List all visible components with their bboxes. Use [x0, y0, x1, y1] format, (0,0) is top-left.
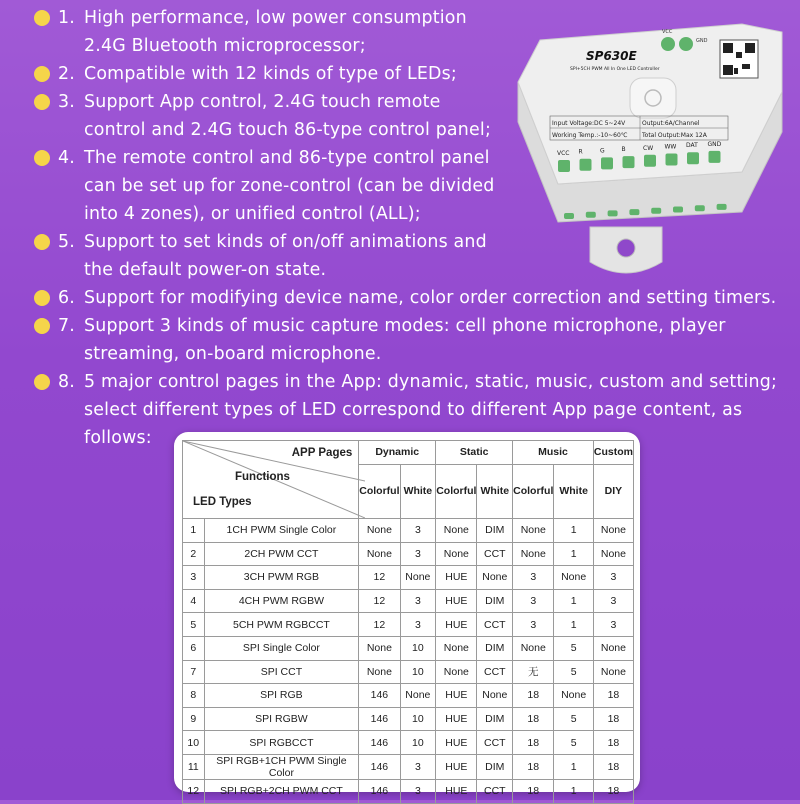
value-cell: 18: [513, 779, 554, 803]
pin-terminal: [580, 159, 592, 171]
feature-text: the default power-on state.: [84, 260, 327, 280]
value-cell: HUE: [436, 754, 477, 779]
row-number: 8: [183, 684, 205, 708]
table-corner-header: [183, 441, 359, 519]
bullet-dot-icon: [34, 234, 50, 250]
value-cell: None: [593, 542, 633, 566]
value-cell: None: [436, 519, 477, 543]
value-cell: None: [593, 660, 633, 684]
feature-number: 3.: [58, 92, 75, 112]
value-cell: 1: [554, 779, 593, 803]
qr-code: [720, 40, 758, 78]
value-cell: 18: [593, 684, 633, 708]
row-number: 11: [183, 754, 205, 779]
value-cell: CCT: [477, 660, 513, 684]
led-type-cell: SPI RGBCCT: [204, 731, 359, 755]
value-cell: None: [554, 566, 593, 590]
front-terminal: [629, 209, 639, 215]
value-cell: 18: [513, 754, 554, 779]
feature-text: select different types of LED correspond to different App page content, as: [84, 400, 743, 420]
pin-terminal: [558, 160, 570, 172]
value-cell: 3: [513, 613, 554, 637]
value-cell: CCT: [477, 731, 513, 755]
vcc-label: VCC: [662, 29, 673, 35]
value-cell: 1: [554, 613, 593, 637]
led-type-cell: 4CH PWM RGBW: [204, 589, 359, 613]
led-type-cell: SPI Single Color: [204, 636, 359, 660]
value-cell: 3: [513, 566, 554, 590]
feature-number: 7.: [58, 316, 75, 336]
pin-label: G: [600, 147, 605, 155]
led-type-table-card: [174, 432, 640, 798]
feature-item: [34, 88, 491, 144]
value-cell: 18: [513, 684, 554, 708]
row-number: 2: [183, 542, 205, 566]
value-cell: None: [593, 636, 633, 660]
value-cell: 3: [400, 519, 436, 543]
value-cell: 1: [554, 754, 593, 779]
group-header-music: Music: [513, 441, 594, 465]
row-number: 3: [183, 566, 205, 590]
model-name: SP630E: [586, 49, 637, 63]
value-cell: 3: [593, 613, 633, 637]
row-number: 4: [183, 589, 205, 613]
feature-item: [34, 228, 487, 284]
value-cell: 10: [400, 707, 436, 731]
value-cell: 18: [513, 731, 554, 755]
value-cell: 146: [359, 684, 400, 708]
value-cell: None: [400, 566, 436, 590]
value-cell: 5: [554, 707, 593, 731]
spec-output: Output:6A/Channel: [642, 120, 700, 127]
pin-label: GND: [707, 140, 722, 148]
front-terminal: [586, 212, 596, 218]
value-cell: DIM: [477, 589, 513, 613]
bullet-dot-icon: [34, 94, 50, 110]
value-cell: None: [554, 684, 593, 708]
feature-number: 1.: [58, 8, 75, 28]
pin-terminal: [687, 152, 699, 164]
group-header-custom: Custom: [593, 441, 633, 465]
feature-item: [34, 4, 467, 60]
table-row: [183, 636, 634, 660]
led-type-cell: SPI RGB: [204, 684, 359, 708]
feature-text: Support for modifying device name, color order correction and setting timers.: [84, 288, 777, 308]
bullet-dot-icon: [34, 318, 50, 334]
value-cell: 10: [400, 660, 436, 684]
value-cell: None: [359, 636, 400, 660]
value-cell: 1: [554, 589, 593, 613]
pin-terminal: [601, 157, 613, 169]
value-cell: 5: [554, 660, 593, 684]
spec-total: Total Output:Max 12A: [642, 132, 707, 139]
value-cell: HUE: [436, 566, 477, 590]
value-cell: 10: [400, 636, 436, 660]
feature-item: [34, 312, 726, 368]
table-row: [183, 731, 634, 755]
value-cell: 5: [554, 731, 593, 755]
value-cell: None: [477, 684, 513, 708]
value-cell: 12: [359, 589, 400, 613]
feature-text: High performance, low power consumption: [84, 8, 467, 28]
value-cell: 3: [400, 754, 436, 779]
value-cell: None: [593, 519, 633, 543]
feature-text: into 4 zones), or unified control (ALL);: [84, 204, 421, 224]
bullet-dot-icon: [34, 374, 50, 390]
value-cell: None: [436, 660, 477, 684]
value-cell: HUE: [436, 731, 477, 755]
feature-text: Compatible with 12 kinds of type of LEDs;: [84, 64, 457, 84]
value-cell: HUE: [436, 613, 477, 637]
front-terminal: [651, 208, 661, 214]
value-cell: 10: [400, 731, 436, 755]
pin-label: VCC: [557, 150, 570, 157]
value-cell: 146: [359, 754, 400, 779]
value-cell: 3: [400, 589, 436, 613]
table-row: [183, 707, 634, 731]
value-cell: DIM: [477, 636, 513, 660]
pin-label: DAT: [686, 142, 698, 150]
feature-text: 2.4G Bluetooth microprocessor;: [84, 36, 366, 56]
value-cell: HUE: [436, 779, 477, 803]
led-type-cell: 5CH PWM RGBCCT: [204, 613, 359, 637]
value-cell: None: [400, 684, 436, 708]
feature-number: 8.: [58, 372, 75, 392]
app-pages-label: APP Pages: [291, 447, 353, 459]
feature-text: control and 2.4G touch 86-type control panel;: [84, 120, 492, 140]
value-cell: 3: [400, 779, 436, 803]
col-header: Colorful: [513, 464, 554, 518]
pin-label: WW: [664, 143, 677, 151]
table-row: [183, 589, 634, 613]
value-cell: CCT: [477, 613, 513, 637]
value-cell: CCT: [477, 779, 513, 803]
feature-number: 6.: [58, 288, 75, 308]
value-cell: 12: [359, 566, 400, 590]
value-cell: 146: [359, 779, 400, 803]
value-cell: HUE: [436, 707, 477, 731]
col-header: Colorful: [436, 464, 477, 518]
led-type-cell: SPI RGB+2CH PWM CCT: [204, 779, 359, 803]
value-cell: 18: [593, 754, 633, 779]
value-cell: None: [436, 542, 477, 566]
front-terminal: [695, 205, 705, 211]
value-cell: 18: [593, 707, 633, 731]
front-terminal: [608, 210, 618, 216]
feature-text: 5 major control pages in the App: dynamic, static, music, custom and setting;: [84, 372, 778, 392]
led-type-cell: SPI RGB+1CH PWM Single Color: [204, 754, 359, 779]
led-type-cell: SPI RGBW: [204, 707, 359, 731]
row-number: 12: [183, 779, 205, 803]
value-cell: None: [513, 519, 554, 543]
bullet-dot-icon: [34, 66, 50, 82]
row-number: 5: [183, 613, 205, 637]
value-cell: 18: [593, 731, 633, 755]
feature-number: 4.: [58, 148, 75, 168]
value-cell: CCT: [477, 542, 513, 566]
group-header-static: Static: [436, 441, 513, 465]
table-row: [183, 613, 634, 637]
pin-terminal: [644, 155, 656, 167]
feature-item: [34, 144, 495, 228]
feature-text: Support App control, 2.4G touch remote: [84, 92, 441, 112]
pin-terminal: [623, 156, 635, 168]
row-number: 7: [183, 660, 205, 684]
feature-number: 5.: [58, 232, 75, 252]
front-terminal: [564, 213, 574, 219]
led-type-table: [182, 440, 634, 804]
row-number: 6: [183, 636, 205, 660]
value-cell: 12: [359, 613, 400, 637]
functions-label: Functions: [235, 471, 290, 483]
table-row: [183, 542, 634, 566]
pin-terminal: [666, 154, 678, 166]
pin-terminal: [709, 151, 721, 163]
value-cell: HUE: [436, 589, 477, 613]
bullet-dot-icon: [34, 10, 50, 26]
value-cell: 146: [359, 707, 400, 731]
value-cell: DIM: [477, 754, 513, 779]
bullet-dot-icon: [34, 150, 50, 166]
group-header-dynamic: Dynamic: [359, 441, 436, 465]
feature-text: Support to set kinds of on/off animations and: [84, 232, 487, 252]
value-cell: HUE: [436, 684, 477, 708]
table-row: [183, 566, 634, 590]
row-number: 9: [183, 707, 205, 731]
table-row: [183, 519, 634, 543]
led-type-cell: 1CH PWM Single Color: [204, 519, 359, 543]
row-number: 1: [183, 519, 205, 543]
led-type-cell: SPI CCT: [204, 660, 359, 684]
led-type-cell: 2CH PWM CCT: [204, 542, 359, 566]
row-number: 10: [183, 731, 205, 755]
value-cell: 3: [593, 566, 633, 590]
col-header: DIY: [593, 464, 633, 518]
value-cell: 无: [513, 660, 554, 684]
pin-label: B: [621, 146, 626, 154]
spec-input: Input Voltage:DC 5~24V: [552, 120, 626, 127]
feature-text: can be set up for zone-control (can be divided: [84, 176, 495, 196]
value-cell: 146: [359, 731, 400, 755]
value-cell: None: [513, 542, 554, 566]
value-cell: 1: [554, 519, 593, 543]
front-terminal: [717, 204, 727, 210]
value-cell: None: [359, 660, 400, 684]
col-header: White: [400, 464, 436, 518]
value-cell: None: [359, 519, 400, 543]
value-cell: 1: [554, 542, 593, 566]
spec-temp: Working Temp.:-10~60℃: [552, 132, 628, 139]
bullet-dot-icon: [34, 290, 50, 306]
value-cell: DIM: [477, 519, 513, 543]
value-cell: None: [436, 636, 477, 660]
pin-label: CW: [643, 144, 654, 152]
feature-item: [34, 60, 457, 88]
value-cell: None: [513, 636, 554, 660]
led-types-label: LED Types: [193, 496, 252, 508]
value-cell: 18: [593, 779, 633, 803]
value-cell: None: [359, 542, 400, 566]
value-cell: 5: [554, 636, 593, 660]
feature-text: streaming, on-board microphone.: [84, 344, 382, 364]
controller-device-image: [512, 22, 792, 290]
value-cell: DIM: [477, 707, 513, 731]
value-cell: 18: [513, 707, 554, 731]
front-terminal: [673, 207, 683, 213]
led-type-cell: 3CH PWM RGB: [204, 566, 359, 590]
value-cell: 3: [400, 613, 436, 637]
gnd-label: GND: [696, 38, 708, 44]
table-row: [183, 660, 634, 684]
col-header: White: [477, 464, 513, 518]
table-row: [183, 779, 634, 803]
model-subtitle: SPI+5CH PWM All In One LED Controller: [570, 67, 660, 72]
pin-label: R: [578, 148, 583, 156]
table-row: [183, 684, 634, 708]
value-cell: 3: [400, 542, 436, 566]
col-header: White: [554, 464, 593, 518]
feature-number: 2.: [58, 64, 75, 84]
feature-text: follows:: [84, 428, 152, 448]
value-cell: 3: [513, 589, 554, 613]
table-row: [183, 754, 634, 779]
value-cell: 3: [593, 589, 633, 613]
feature-text: The remote control and 86-type control panel: [84, 148, 490, 168]
feature-text: Support 3 kinds of music capture modes: cell phone microphone, player: [84, 316, 726, 336]
value-cell: None: [477, 566, 513, 590]
col-header: Colorful: [359, 464, 400, 518]
